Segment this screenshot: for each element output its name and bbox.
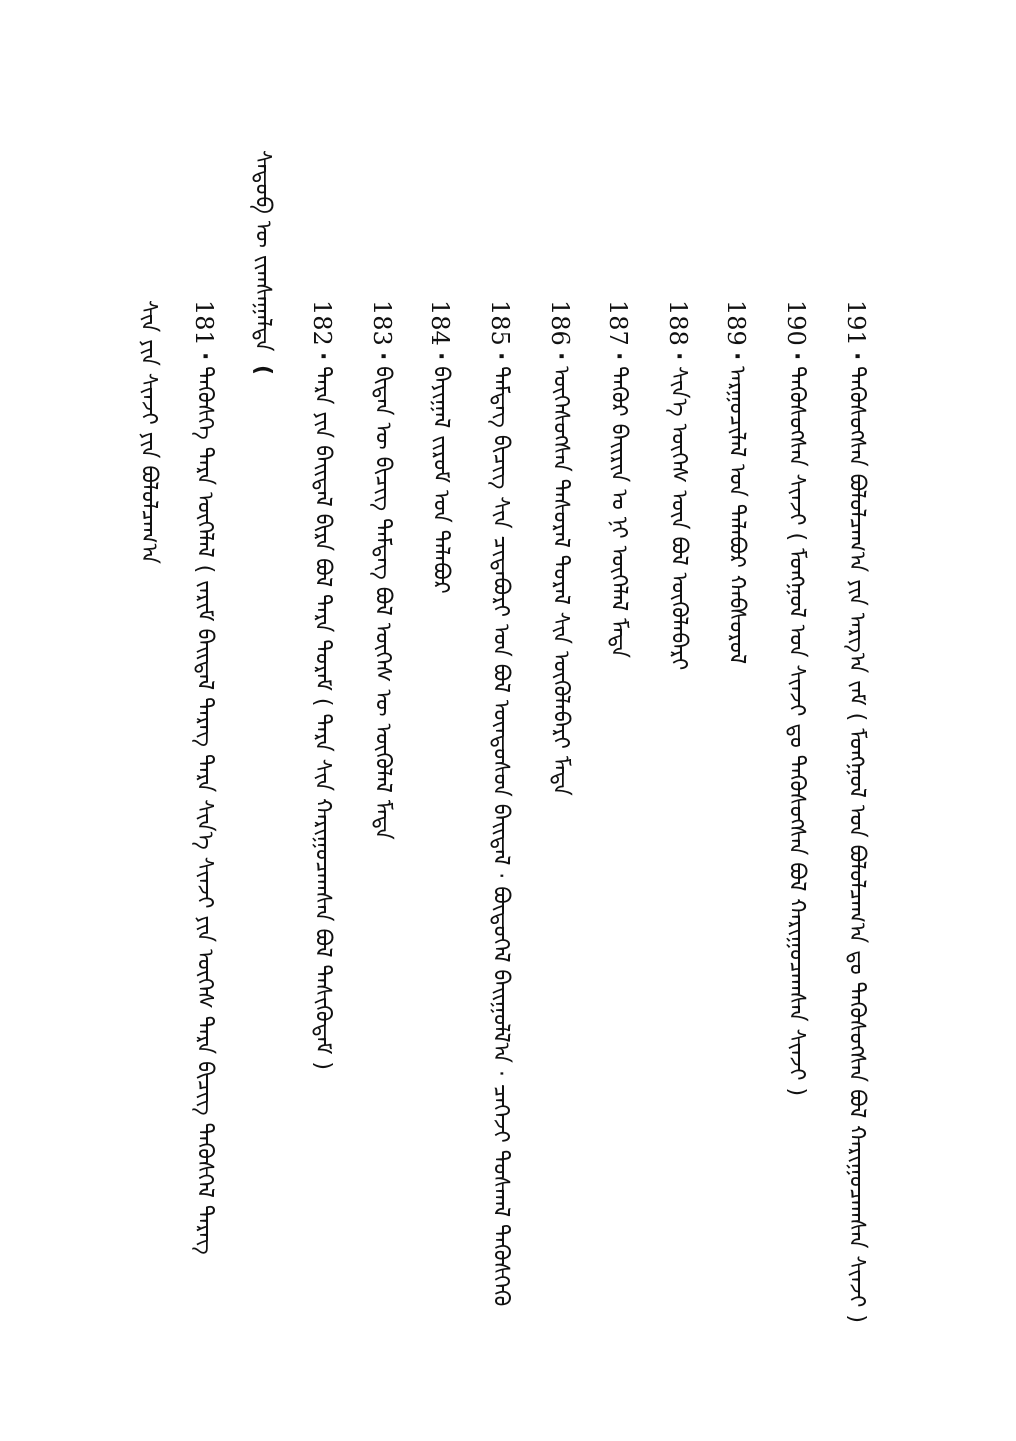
entry-182 [308, 300, 336, 1070]
entry-text: ᠦᠭᠡᠰᠦᠭᠰᠡᠨ ᠲᠠᠰᠤᠷᠠᠯ ᠲᠤᠷᠠᠯ ᠰᠢᠨ ᠦᠭᠦᠯᠡᠪᠡᠷᠢ ᠮᠡᠳᠡ [548, 366, 573, 796]
entry-separator: · [370, 351, 395, 361]
entry-text: ᠲᠡᠭᠦᠰᠦᠭᠰᠡᠨ ᠪᠣᠯᠤᠯᠴᠠᠭ᠎ᠠ ᠶᠢᠨ ᠠᠷᠭ᠎ᠠ ᠵᠠᠮ ( ᠮᠣᠩᠭᠣᠯ ᠤᠨ ᠪᠣᠯᠤᠯᠴᠠᠭ᠎ᠠ ᠳᠤ ᠲᠡᠭᠦᠰᠦᠭᠰᠡᠨ ᠪᠣᠯ ᠬᠠᠷᠢᠭᠤᠴᠠᠭᠰᠠᠨ ᠰᠢᠨᠵᠢ ) [844, 366, 869, 1323]
entry-separator: · [428, 351, 453, 361]
entry-number: 186 [546, 300, 574, 346]
entry-text: ᠲᠡᠭᠦᠰᠭᠡ ᠲᠡᠷᠡ ᠦᠭᠡᠯᠡᠯ ( ᠵᠠᠷᠢᠮ ᠪᠠᠢᠳᠠᠯ ᠲᠡᠷᠡᠭ ᠲᠡᠷᠡ ᠰᠢᠨ᠎ᠡ ᠰᠢᠨᠵᠢ ᠶᠢᠨ ᠦᠭᠡᠰ ᠲᠡᠷᠡ ᠪᠢᠴᠢᠭ ᠲᠡᠭᠦᠰᠭᠡᠯ ᠲᠡᠷᠡᠭ [192, 366, 217, 1255]
entry-186 [546, 300, 574, 796]
entry-text: ᠲᠡᠭᠦᠷ ᠪᠠᠢᠷᠢᠨ ᠤ ᠨᠢ ᠦᠭᠡᠯᠡᠯ ᠮᠡᠳᠡ [606, 366, 631, 659]
entry-number: 184 [426, 300, 454, 346]
entry-separator: · [724, 351, 749, 361]
entry-number: 181 [190, 300, 218, 346]
entry-number: 190 [782, 300, 810, 346]
entry-separator: · [784, 351, 809, 361]
entry-number: 182 [308, 300, 336, 346]
entry-184 [426, 300, 454, 594]
entry-189 [722, 300, 750, 664]
entry-text: ᠠᠷᠭᠤᠴᠢᠯᠠᠯ ᠤᠨ ᠲᠠᠯᠠᠪᠤᠷ ᠬᠠᠪᠰᠤᠷᠤᠯ [724, 366, 749, 665]
entry-number: 188 [664, 300, 692, 346]
entry-number: 187 [604, 300, 632, 346]
entry-text: ᠲᠡᠷᠡ ᠶᠢᠨ ᠪᠠᠢᠳᠠᠯ ᠪᠢᠷᠠ ᠪᠣᠯ ᠲᠡᠷᠡ ᠳᠤᠷᠠᠮ ( ᠲᠡᠷᠡ ᠰᠢᠨ ᠬᠠᠷᠢᠭᠤᠴᠠᠭᠰᠠᠨ ᠪᠣᠯ ᠲᠡᠰᠢᠭᠦᠳᠡᠮ ) [310, 366, 335, 1070]
entry-number: 183 [368, 300, 396, 346]
entry-separator: · [666, 351, 691, 361]
entry-separator: · [488, 351, 513, 361]
entry-separator: · [844, 351, 869, 361]
entry-text: ᠰᠢᠨ᠎ᠡ ᠦᠭᠡᠰ ᠦᠨ ᠪᠣᠯ ᠦᠭᠦᠯᠡᠪᠡᠷᠢ [666, 366, 691, 671]
entry-183 [368, 300, 396, 840]
entry-number: 191 [842, 300, 870, 346]
entry-181-continuation [134, 300, 162, 564]
entry-text: ᠲᠡᠮᠳᠡᠭ ᠪᠢᠴᠢᠭ ᠰᠢᠨ ᠴᠢᠳᠠᠪᠤᠷᠢ ᠤᠨ ᠪᠣᠯ ᠦᠨᠳᠦᠰᠦᠨ ᠪᠠᠢᠳᠠᠯ · ᠪᠦᠲᠦᠭᠡᠯ ᠪᠠᠢᠭᠤᠯᠯ᠎ᠠ · ᠴᠡᠭᠡᠵᠢ ᠲᠤᠰᠬᠠᠯ ᠲᠡᠭᠦᠰᠬᠡᠬᠦ [488, 366, 513, 1307]
section-heading [248, 150, 276, 381]
entry-text: ᠲᠡᠭᠦᠰᠦᠭᠰᠡᠨ ᠰᠢᠨᠵᠢ ( ᠮᠣᠩᠭᠣᠯ ᠤᠨ ᠰᠢᠨᠵᠢ ᠳᠤ ᠲᠡᠭᠦᠰᠦᠭᠰᠡᠨ ᠪᠣᠯ ᠬᠠᠷᠢᠭᠤᠴᠠᠭᠰᠠᠨ ᠰᠢᠨᠵᠢ ) [784, 366, 809, 1097]
entry-separator: · [192, 351, 217, 361]
entry-190 [782, 300, 810, 1096]
entry-separator: · [548, 351, 573, 361]
entry-181 [190, 300, 218, 1255]
entry-188 [664, 300, 692, 670]
entry-separator: · [606, 351, 631, 361]
entry-separator: · [310, 351, 335, 361]
entry-text: ᠰᠢᠨ ᠶᠢᠨ ᠰᠢᠨᠵᠢ ᠶᠢᠨ ᠪᠣᠯᠤᠯᠴᠠᠭ᠎ᠠ [136, 300, 161, 564]
entry-191 [842, 300, 870, 1323]
entry-185 [486, 300, 514, 1306]
entry-number: 185 [486, 300, 514, 346]
entry-number: 189 [722, 300, 750, 346]
section-heading-text: ᠰᠡᠳᠦᠪ ᠦ ᠵᠢᠭᠰᠠᠭᠠᠯᠲᠠ [250, 150, 275, 352]
entry-187 [604, 300, 632, 658]
section-heading-bracket: ( [250, 364, 275, 375]
entry-text: ᠪᠠᠶᠢᠭᠠᠯ ᠵᠢᠷᠤᠮ ᠤᠨ ᠲᠠᠯᠠᠪᠤᠷ [428, 366, 453, 594]
entry-text: ᠪᠢᠳᠡᠨ ᠦ ᠪᠢᠴᠢᠭ ᠲᠡᠮᠳᠡᠭ ᠪᠣᠯ ᠦᠭᠡᠰ ᠦ ᠦᠭᠦᠯᠡᠯ ᠮᠡᠳᠡ [370, 366, 395, 840]
